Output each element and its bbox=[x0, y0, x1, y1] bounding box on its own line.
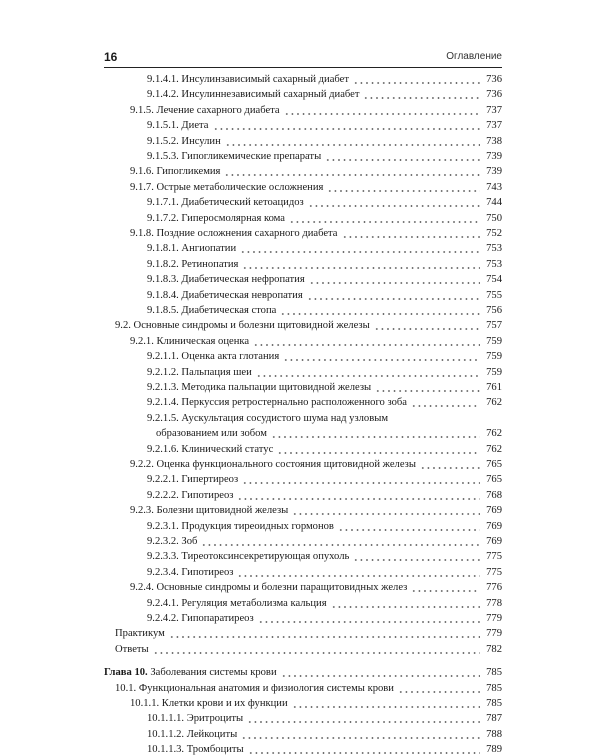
toc-page-number: 759 bbox=[486, 335, 502, 347]
page-header bbox=[104, 50, 502, 66]
toc-entry[interactable] bbox=[130, 458, 502, 471]
toc-entry-title bbox=[147, 521, 334, 533]
toc-entry[interactable] bbox=[147, 412, 502, 425]
toc-page-number: 775 bbox=[486, 551, 502, 563]
toc-entry-text: 9.2. Основные синдромы и болезни щитовидной железы bbox=[115, 320, 370, 332]
toc-entry-title bbox=[147, 259, 238, 271]
toc-entry-title bbox=[115, 320, 370, 332]
toc-page-number: 736 bbox=[486, 89, 502, 101]
toc-page-number: 739 bbox=[486, 151, 502, 162]
dot-leader bbox=[283, 359, 480, 361]
toc-entry-title bbox=[147, 598, 327, 610]
toc-entry-text: 9.1.7.2. Гиперосмолярная кома bbox=[147, 212, 285, 224]
toc-entry-text: 9.2.2. Оценка функционального состояния щитовидной железы bbox=[130, 459, 416, 470]
dot-leader bbox=[308, 205, 480, 207]
toc-entry-title bbox=[147, 213, 285, 225]
toc-entry-text: 9.1.6. Гипогликемия bbox=[130, 166, 221, 178]
toc-entry-title bbox=[147, 474, 238, 486]
toc-entry[interactable] bbox=[130, 181, 502, 194]
toc-entry[interactable] bbox=[130, 165, 502, 178]
toc-entry-text: 9.2.3.2. Зоб bbox=[147, 536, 198, 547]
toc-entry[interactable] bbox=[147, 350, 502, 363]
toc-entry[interactable] bbox=[147, 597, 502, 610]
toc-entry-text: 9.2.1.3. Методика пальпации щитовидной железы bbox=[147, 382, 372, 393]
toc-page-number: 762 bbox=[486, 428, 502, 440]
toc-entry-title bbox=[130, 505, 288, 517]
dot-leader bbox=[271, 436, 480, 438]
toc-entry-text: 9.1.5.2. Инсулин bbox=[147, 135, 221, 147]
toc-entry-text: 9.1.8.5. Диабетическая стопа bbox=[147, 305, 277, 316]
toc-page-number: 759 bbox=[486, 351, 502, 363]
toc-entry[interactable] bbox=[147, 119, 502, 132]
toc-entry-title bbox=[130, 166, 220, 178]
toc-entry-title bbox=[147, 382, 371, 394]
toc-entry-title bbox=[147, 74, 349, 86]
toc-entry[interactable] bbox=[147, 612, 502, 625]
toc-page-number: 761 bbox=[486, 382, 502, 393]
toc-entry-text: 9.2.3.1. Продукция тиреоидных гормонов bbox=[147, 520, 334, 532]
dot-leader bbox=[309, 282, 480, 284]
dot-leader bbox=[237, 575, 480, 577]
toc-entry[interactable] bbox=[115, 627, 502, 640]
toc-entry[interactable] bbox=[130, 697, 502, 710]
dot-leader bbox=[248, 752, 480, 754]
toc-page-number: 754 bbox=[486, 274, 502, 286]
toc-entry[interactable] bbox=[147, 535, 502, 548]
dot-leader bbox=[237, 498, 480, 500]
toc-entry[interactable] bbox=[147, 489, 502, 502]
running-head: Оглавление bbox=[446, 51, 502, 62]
toc-entry[interactable] bbox=[115, 682, 502, 695]
toc-page-number: 769 bbox=[486, 505, 502, 517]
toc-entry-text: Заболевания системы крови bbox=[147, 667, 277, 679]
toc-entry-text: 9.2.1.6. Клинический статус bbox=[147, 443, 274, 455]
toc-entry[interactable] bbox=[130, 581, 502, 594]
toc-entry-text: 9.2.2.2. Гипотиреоз bbox=[147, 489, 234, 501]
toc-entry-text: 9.1.4.1. Инсулинзависимый сахарный диабет bbox=[147, 74, 349, 85]
toc-entry-text: 10.1.1.2. Лейкоциты bbox=[147, 728, 238, 740]
toc-page-number: 757 bbox=[486, 320, 502, 332]
toc-entry-title bbox=[147, 351, 279, 363]
toc-entry-text: 9.1.5. Лечение сахарного диабета bbox=[130, 104, 280, 116]
toc-entry-text: образованием или зобом bbox=[156, 428, 267, 440]
toc-entry-title bbox=[156, 428, 267, 440]
toc-entry[interactable] bbox=[115, 319, 502, 332]
toc-page-number: 744 bbox=[486, 197, 502, 209]
toc-page-number: 736 bbox=[486, 74, 502, 85]
dot-leader bbox=[292, 513, 480, 515]
toc-page-number: 762 bbox=[486, 443, 502, 455]
toc-entry-title bbox=[147, 305, 276, 317]
toc-entry-title bbox=[115, 644, 149, 656]
toc-entry-title bbox=[147, 713, 243, 725]
toc-entry-title bbox=[147, 567, 233, 579]
toc-entry-title bbox=[147, 89, 359, 101]
toc-page-number: 788 bbox=[486, 728, 502, 740]
dot-leader bbox=[258, 621, 480, 623]
toc-entry-title bbox=[147, 536, 197, 548]
toc-page-number: 752 bbox=[486, 228, 502, 239]
toc-page-number: 750 bbox=[486, 212, 502, 224]
dot-leader bbox=[289, 221, 480, 223]
toc-entry[interactable] bbox=[147, 304, 502, 317]
toc-page-number: 765 bbox=[486, 474, 502, 486]
toc-entry-text: 9.2.1. Клиническая оценка bbox=[130, 335, 250, 347]
header-rule bbox=[104, 67, 502, 68]
toc-page-number: 769 bbox=[486, 520, 502, 532]
dot-leader bbox=[353, 82, 480, 84]
dot-leader bbox=[242, 267, 480, 269]
toc-entry-text: 9.1.8.1. Ангиопатии bbox=[147, 243, 237, 255]
toc-entry-title bbox=[130, 582, 407, 594]
dot-leader bbox=[374, 328, 480, 330]
dot-leader bbox=[363, 97, 480, 99]
toc-entry-title bbox=[115, 628, 165, 640]
dot-leader bbox=[169, 636, 480, 638]
toc-page-number: 768 bbox=[486, 489, 502, 501]
toc-entry-title bbox=[130, 459, 416, 471]
toc-entry-title bbox=[147, 551, 349, 563]
toc-page-number: 789 bbox=[486, 744, 502, 756]
dot-leader bbox=[307, 298, 480, 300]
toc-entry-title bbox=[130, 228, 338, 240]
toc-entry-text: 9.2.1.5. Аускультация сосудистого шума над узловым bbox=[147, 412, 389, 424]
toc-entry[interactable] bbox=[147, 273, 502, 286]
toc-entry-text: 9.2.4.2. Гипопаратиреоз bbox=[147, 613, 254, 624]
toc-page-number: 759 bbox=[486, 366, 502, 378]
toc-entry[interactable] bbox=[147, 443, 502, 456]
dot-leader bbox=[327, 190, 480, 192]
toc-entry-title bbox=[115, 683, 394, 695]
toc-entry[interactable] bbox=[147, 366, 502, 379]
toc-entry-title bbox=[130, 182, 323, 194]
toc-page-number: 785 bbox=[486, 698, 502, 709]
toc-page-number: 753 bbox=[486, 258, 502, 270]
dot-leader bbox=[280, 313, 480, 315]
toc-entry-text: 9.2.4.1. Регуляция метаболизма кальция bbox=[147, 597, 327, 609]
toc-entry-text: 9.2.4. Основные синдромы и болезни паращитовидных желез bbox=[130, 582, 408, 594]
toc-entry[interactable] bbox=[156, 427, 502, 440]
toc-entry-title bbox=[147, 197, 304, 209]
toc-entry[interactable] bbox=[104, 666, 502, 679]
dot-leader bbox=[256, 375, 480, 377]
toc-page-number: 778 bbox=[486, 597, 502, 609]
toc-entry[interactable] bbox=[147, 258, 502, 271]
toc-entry-text: 10.1.1.1. Эритроциты bbox=[147, 713, 244, 725]
toc-entry-text: 9.1.7.1. Диабетический кетоацидоз bbox=[147, 197, 304, 209]
toc-entry[interactable] bbox=[147, 712, 502, 725]
dot-leader bbox=[398, 691, 480, 693]
toc-page-number: 737 bbox=[486, 104, 502, 116]
toc-entry-text: 9.2.3.4. Гипотиреоз bbox=[147, 566, 234, 578]
toc-entry-title bbox=[130, 336, 249, 348]
toc-entry-title bbox=[147, 136, 221, 148]
toc-entry[interactable] bbox=[147, 150, 502, 163]
dot-leader bbox=[153, 652, 480, 654]
toc-entry[interactable] bbox=[115, 643, 502, 656]
dot-leader bbox=[325, 159, 480, 161]
toc-entry-title bbox=[147, 120, 209, 132]
toc-entry-text: 9.1.8.3. Диабетическая нефропатия bbox=[147, 274, 305, 286]
dot-leader bbox=[338, 529, 480, 531]
dot-leader bbox=[224, 174, 480, 176]
toc-entry-title bbox=[147, 490, 233, 502]
toc-page-number: 769 bbox=[486, 536, 502, 547]
dot-leader bbox=[342, 236, 481, 238]
dot-leader bbox=[213, 128, 481, 130]
dot-leader bbox=[253, 344, 480, 346]
dot-leader bbox=[284, 113, 480, 115]
toc-entry-title bbox=[147, 367, 252, 379]
toc-entry[interactable] bbox=[147, 289, 502, 302]
toc-entry-title bbox=[147, 274, 305, 286]
toc-entry-text: 10.1. Функциональная анатомия и физиология системы крови bbox=[115, 682, 394, 694]
toc-entry[interactable] bbox=[147, 242, 502, 255]
toc-entry-title bbox=[147, 729, 237, 741]
toc-page-number: 739 bbox=[486, 166, 502, 178]
toc-entry-text: Практикум bbox=[115, 628, 165, 640]
toc-page-number: 755 bbox=[486, 289, 502, 301]
toc-entry-title bbox=[147, 613, 254, 625]
toc-entry-text: 9.1.5.1. Диета bbox=[147, 120, 209, 132]
toc-entry-text: 9.2.1.1. Оценка акта глотания bbox=[147, 351, 280, 363]
dot-leader bbox=[411, 590, 480, 592]
toc-entry-title bbox=[147, 744, 244, 756]
dot-leader bbox=[292, 706, 480, 708]
dot-leader bbox=[281, 675, 480, 677]
dot-leader bbox=[277, 452, 480, 454]
toc-entry[interactable] bbox=[147, 520, 502, 533]
toc-page-number: 782 bbox=[486, 643, 502, 655]
toc-page-number: 756 bbox=[486, 305, 502, 316]
toc-entry-text: 9.2.1.4. Перкуссия ретростернально расположенного зоба bbox=[147, 397, 408, 409]
toc-page-number: 775 bbox=[486, 566, 502, 578]
toc-entry-text: 10.1.1.3. Тромбоциты bbox=[147, 744, 244, 756]
dot-leader bbox=[247, 721, 480, 723]
toc-entry[interactable] bbox=[147, 396, 502, 409]
toc-entry-text: 9.2.1.2. Пальпация шеи bbox=[147, 366, 252, 378]
dot-leader bbox=[420, 467, 480, 469]
dot-leader bbox=[242, 482, 480, 484]
toc-entry-title bbox=[104, 667, 277, 679]
toc-entry-text: 9.1.5.3. Гипогликемические препараты bbox=[147, 151, 322, 162]
toc-entry[interactable] bbox=[130, 104, 502, 117]
dot-leader bbox=[240, 251, 480, 253]
toc-entry[interactable] bbox=[147, 728, 502, 741]
dot-leader bbox=[375, 390, 480, 392]
dot-leader bbox=[411, 405, 480, 407]
toc-entry[interactable] bbox=[147, 473, 502, 486]
toc-entry-text: 9.1.8.4. Диабетическая невропатия bbox=[147, 289, 303, 301]
toc-entry-title bbox=[130, 698, 288, 710]
toc-entry-title bbox=[147, 290, 303, 302]
toc-page-number: 776 bbox=[486, 582, 502, 594]
toc-page-number: 743 bbox=[486, 181, 502, 193]
toc-entry-title bbox=[147, 151, 321, 163]
dot-leader bbox=[241, 737, 480, 739]
toc-entry-title bbox=[147, 413, 388, 425]
toc-entry[interactable] bbox=[130, 227, 502, 240]
toc-entry[interactable] bbox=[147, 566, 502, 579]
toc-page-number: 738 bbox=[486, 135, 502, 147]
toc-entry-title bbox=[130, 105, 280, 117]
toc-entry[interactable] bbox=[130, 335, 502, 348]
toc-entry[interactable] bbox=[147, 550, 502, 563]
toc-entry-text: 10.1.1. Клетки крови и их функции bbox=[130, 698, 288, 709]
toc-entry-text: 9.1.8.2. Ретинопатия bbox=[147, 258, 239, 270]
toc-page-number: 785 bbox=[486, 667, 502, 679]
toc-entry-title bbox=[147, 397, 407, 409]
toc-entry[interactable] bbox=[147, 196, 502, 209]
toc-entry-text: 9.2.3.3. Тиреотоксинсекретирующая опухоль bbox=[147, 551, 350, 563]
toc-page-number: 785 bbox=[486, 682, 502, 694]
toc-entry[interactable] bbox=[147, 135, 502, 148]
toc-page-number: 762 bbox=[486, 397, 502, 409]
toc-page-number: 753 bbox=[486, 243, 502, 255]
toc-entry-text: 9.1.7. Острые метаболические осложнения bbox=[130, 181, 324, 193]
dot-leader bbox=[353, 559, 480, 561]
toc-page-number: 779 bbox=[486, 613, 502, 624]
toc-entry-text: 9.2.2.1. Гипертиреоз bbox=[147, 474, 239, 486]
toc-entry-title bbox=[147, 444, 273, 456]
chapter-label: Глава 10. bbox=[104, 667, 148, 679]
toc-page-number: 765 bbox=[486, 459, 502, 470]
dot-leader bbox=[225, 144, 480, 146]
toc-entry[interactable] bbox=[147, 73, 502, 86]
dot-leader bbox=[331, 606, 480, 608]
toc-entry-title bbox=[147, 243, 236, 255]
toc-entry[interactable] bbox=[130, 504, 502, 517]
toc-entry[interactable] bbox=[147, 381, 502, 394]
toc-entry[interactable] bbox=[147, 212, 502, 225]
toc-entry[interactable] bbox=[147, 88, 502, 101]
toc-page-number: 787 bbox=[486, 713, 502, 725]
toc-entry-text: Ответы bbox=[115, 643, 149, 655]
toc-page-number: 737 bbox=[486, 120, 502, 132]
toc-page-number: 779 bbox=[486, 628, 502, 640]
toc-entry-text: 9.1.4.2. Инсулиннезависимый сахарный диабет bbox=[147, 89, 360, 101]
toc-entry-text: 9.1.8. Поздние осложнения сахарного диабета bbox=[130, 228, 338, 239]
toc-entry-text: 9.2.3. Болезни щитовидной железы bbox=[130, 505, 289, 517]
page-number: 16 bbox=[104, 50, 118, 64]
dot-leader bbox=[201, 544, 480, 546]
